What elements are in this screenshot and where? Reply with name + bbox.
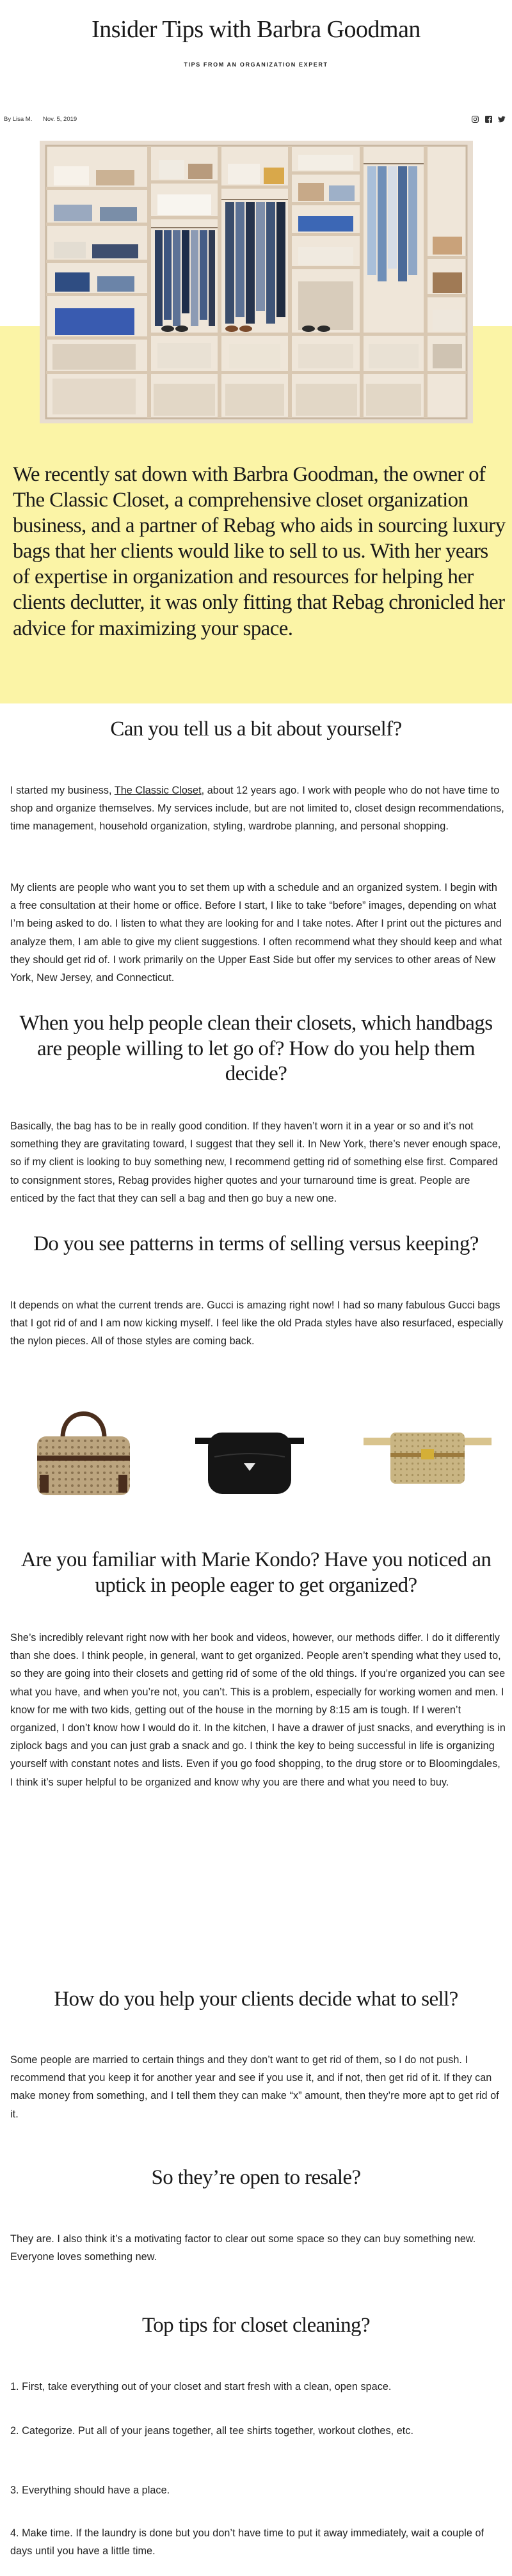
author: By Lisa M. <box>4 116 33 123</box>
facebook-icon[interactable] <box>484 115 492 123</box>
tip-1: 1. First, take everything out of your closet and start fresh with a clean, open space. <box>10 2381 392 2392</box>
share-icons <box>471 115 506 123</box>
about-paragraph-2: My clients are people who want you to set them up with a schedule and an organized system. I begin with a free consultation at their home or office. Before I start, I like to take “before” images, depending on what I’m being asked to do. I listen to what they are looking for and I take notes. After I print out the pictures and analyze them, I am able to give my client suggestions. I often recommend what they should keep and what they should get rid of. I work primarily on the Upper East Side but offer my services to other areas of New York, New Jersey, and Connecticut. <box>10 882 502 984</box>
tip-3: 3. Everything should have a place. <box>10 2485 170 2496</box>
gucci-belt-bag-image <box>364 1426 492 1487</box>
about-paragraph-1: I started my business, The Classic Closet, about 12 years ago. I work with people who do not have time to shop and organize themselves. My services include, but are not limited to, closet design recommendations, time management, household organization, styling, wardrobe planning, and personal shopping. <box>10 785 504 833</box>
heading-kondo: Are you familiar with Marie Kondo? Have you noticed an uptick in people eager to get organized? <box>20 1548 492 1597</box>
decide-paragraph: Some people are married to certain things and they don’t want to get rid of them, so I do not push. I recommend that you keep it for another year and see if you use it, and if not, then get rid of it. If they can make money from something, and I tell them they can make “x” amount, then they’re more apt to get rid of it. <box>10 2054 499 2120</box>
heading-patterns: Do you see patterns in terms of selling versus keeping? <box>33 1232 479 1255</box>
heading-resale: So they’re open to resale? <box>151 2166 361 2189</box>
gucci-boston-bag-image <box>31 1399 136 1498</box>
instagram-icon[interactable] <box>471 115 479 123</box>
prada-nylon-belt-bag-image <box>195 1425 304 1496</box>
heading-handbags: When you help people clean their closets, which handbags are people willing to let go of? How do you help them decide? <box>19 1012 493 1086</box>
twitter-icon[interactable] <box>498 115 506 123</box>
page-subtitle: TIPS FROM AN ORGANIZATION EXPERT <box>184 61 328 68</box>
intro-paragraph: We recently sat down with Barbra Goodman, the owner of The Classic Closet, a comprehensive closet organization business, and a partner of Rebag who aids in sourcing luxury bags that her clients would like to sell to us. With her years of expertise in organization and resources for helping her clients declutter, it was only fitting that Rebag chronicled her advice for maximizing your space. <box>13 463 506 640</box>
handbags-paragraph: Basically, the bag has to be in really good condition. If they haven’t worn it in a year or so and it’s not something they are gravitating toward, I suggest that they sell it. In New York, there’s never enough space, so if my client is looking to buy something new, I recommend getting rid of something else first. Compared to consignment stores, Rebag provides higher quotes and your turnaround time is great. People are enticed by the fact that they can sell a bag and then go buy a new one. <box>10 1120 501 1204</box>
closet-hero-image <box>40 141 473 423</box>
tip-4: 4. Make time. If the laundry is done but you don’t have time to put it away immediately, wait a couple of days until you have a little time. <box>10 2527 484 2557</box>
the-classic-closet-link[interactable]: The Classic Closet <box>114 785 202 796</box>
heading-tips: Top tips for closet cleaning? <box>141 2314 370 2337</box>
kondo-paragraph: She’s incredibly relevant right now with her book and videos, however, our methods differ. I do it differently than she does. I think people, in general, want to get organized. People aren’t spending what they used to, so they are going into their closets and getting rid of some of the old things. If you’re organized you can see what you have, and when you’re not, you can’t. This is a problem, especially for working women and men. I know for me with two kids, getting out of the house in the morning by 8:15 am is tough. If I weren’t organized, I don’t know how I would do it. In the kitchen, I have a drawer of just snacks, and everything is in ziplock bags and you can just grab a snack and go. I think the key to being successful in life is organizing yourself with constant notes and lists. Even if you go food shopping, to the drug store or to Bloomingdales, I think it’s super helpful to be organized and know why you are there and what you need to buy. <box>10 1632 506 1788</box>
patterns-paragraph: It depends on what the current trends are. Gucci is amazing right now! I had so many fabulous Gucci bags that I got rid of and I am now kicking myself. I feel like the old Prada styles have also resurfaced, especially the nylon pieces. All of those styles are coming back. <box>10 1300 504 1347</box>
page-title: Insider Tips with Barbra Goodman <box>92 16 420 43</box>
byline <box>4 116 86 123</box>
resale-paragraph: They are. I also think it’s a motivating factor to clear out some space so they can buy something new. Everyone loves something new. <box>10 2233 476 2263</box>
heading-about: Can you tell us a bit about yourself? <box>110 718 402 741</box>
heading-decide: How do you help your clients decide what to sell? <box>54 1988 458 2011</box>
tip-2: 2. Categorize. Put all of your jeans together, all tee shirts together, workout clothes, etc. <box>10 2425 414 2437</box>
publish-date: Nov. 5, 2019 <box>43 116 77 123</box>
